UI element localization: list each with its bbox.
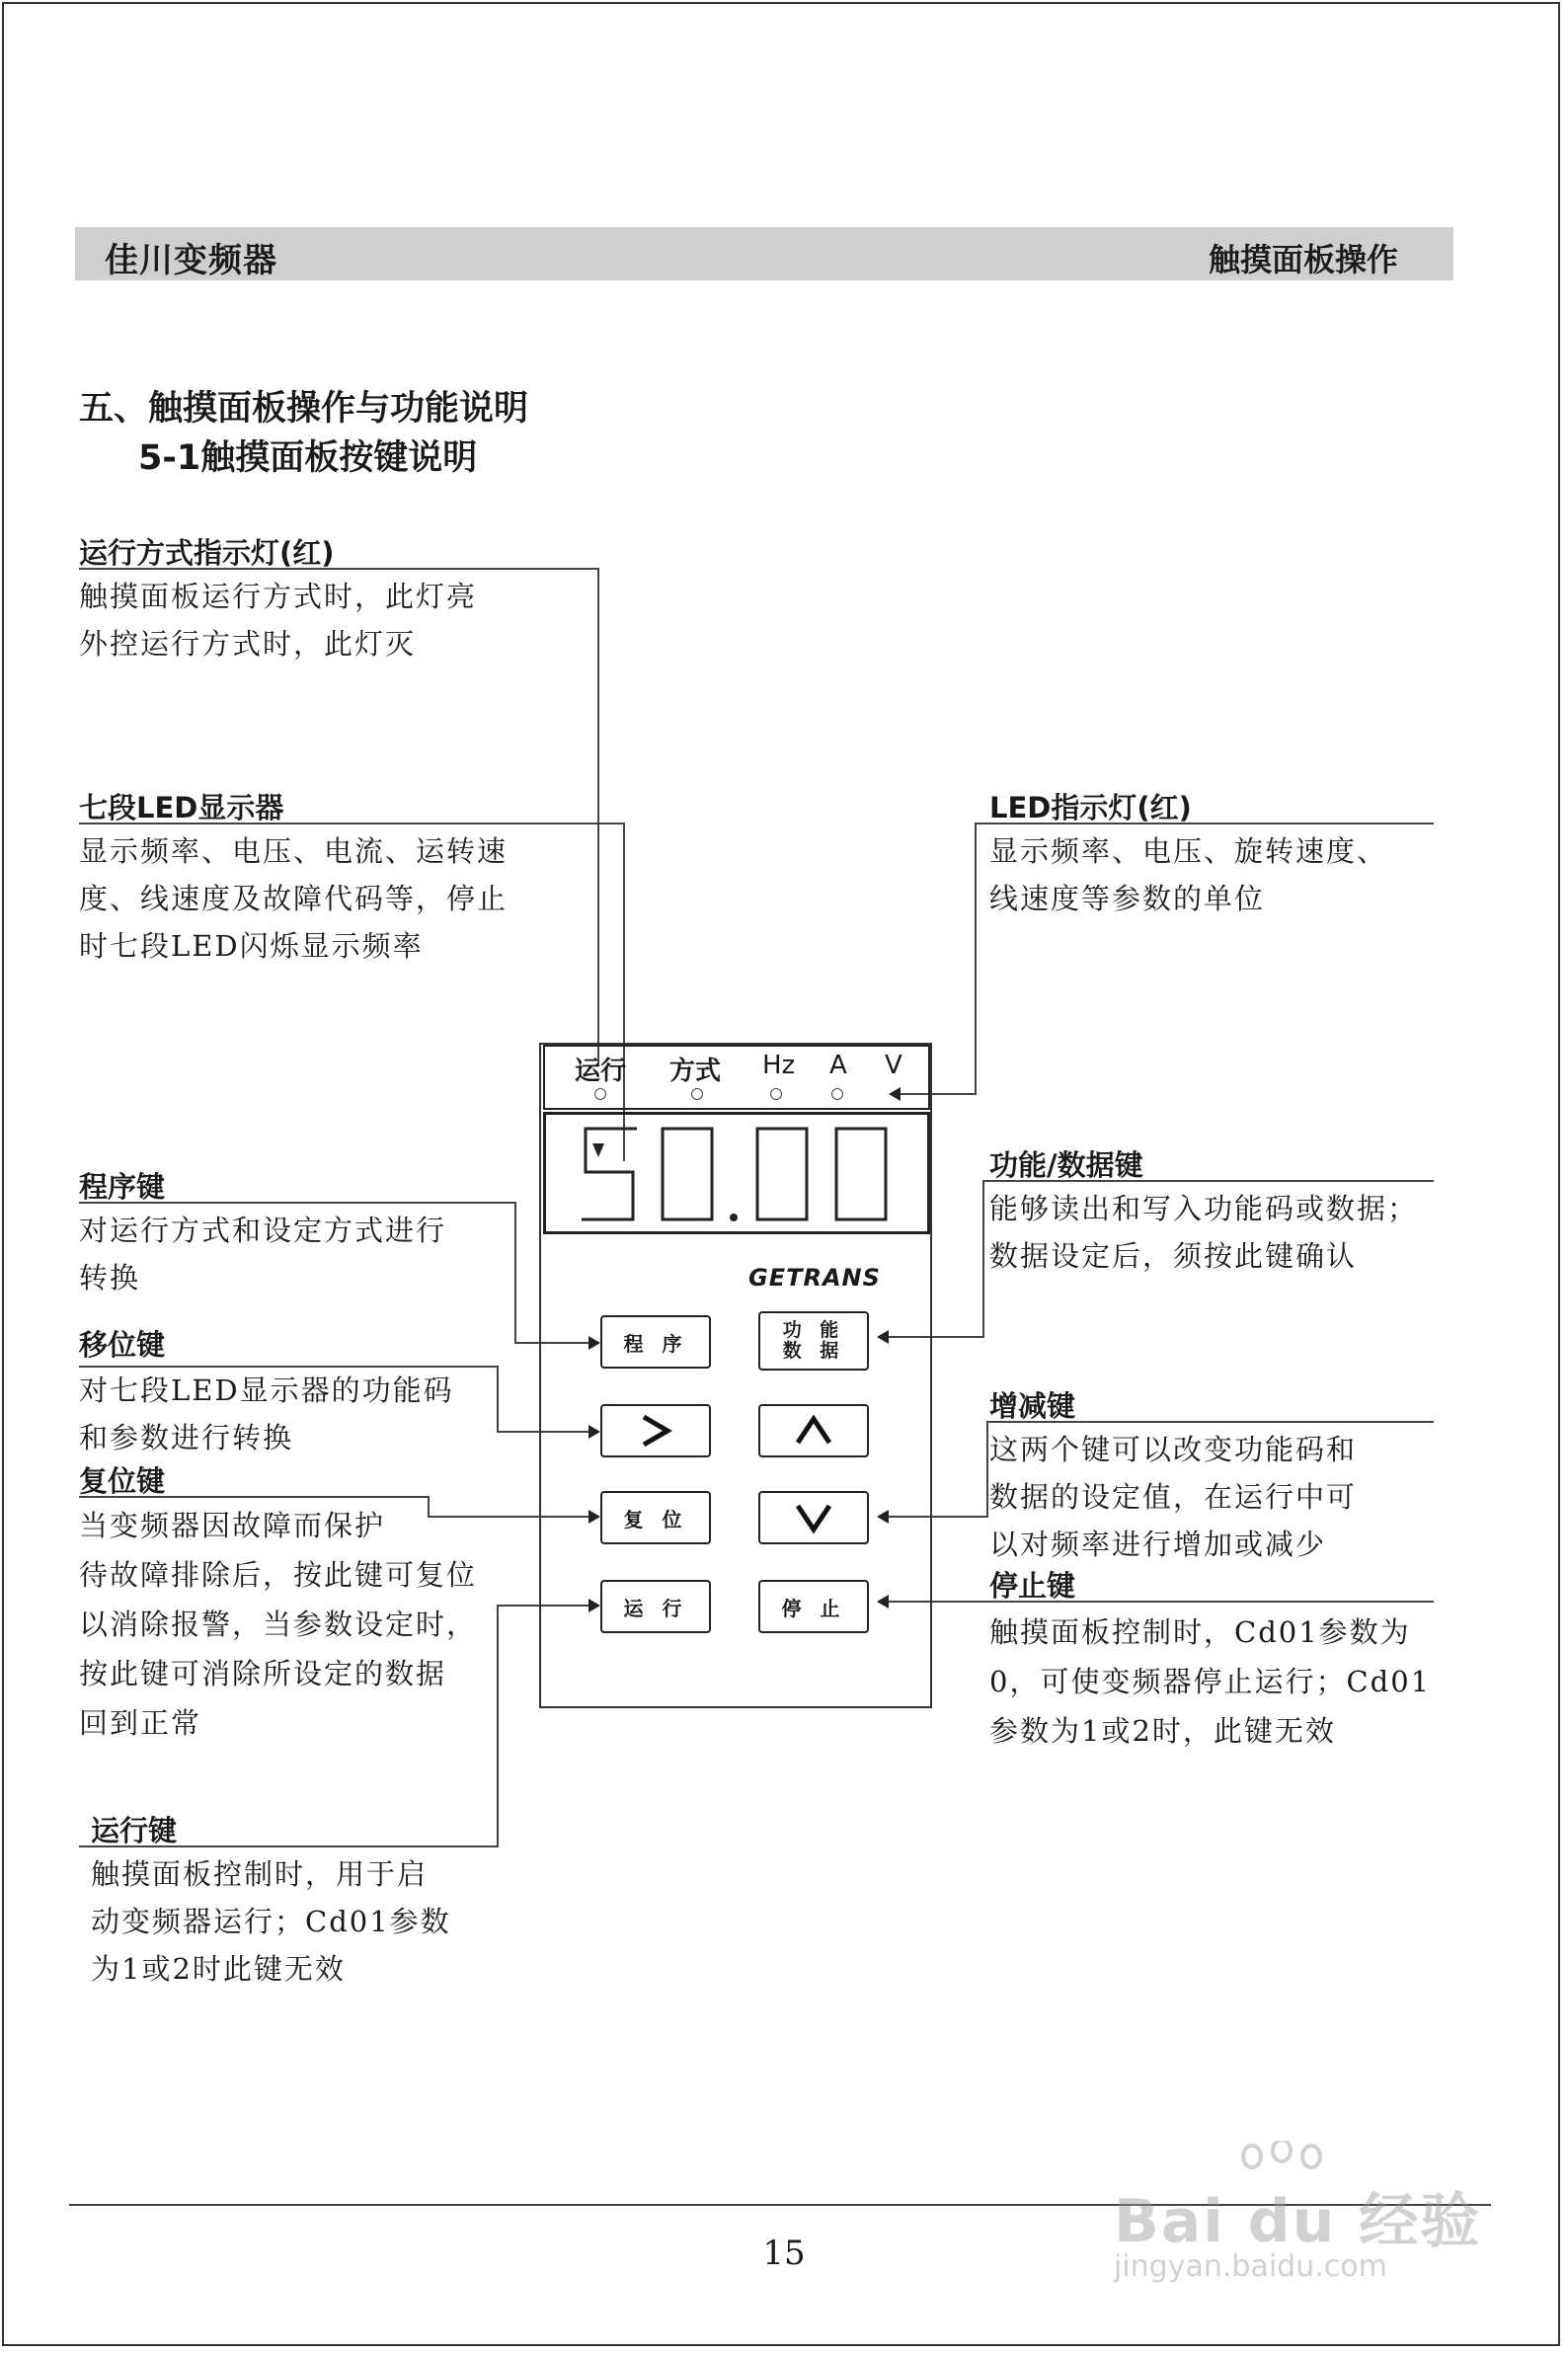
function-data-key-label: 功能/数据键 (989, 1148, 1143, 1182)
run-key-label: 运行键 (91, 1814, 178, 1847)
down-key[interactable] (758, 1491, 869, 1544)
indicator-light-hz (770, 1088, 782, 1100)
header-right-title: 触摸面板操作 (1208, 241, 1398, 278)
brand-logo: GETRANS (748, 1264, 881, 1292)
watermark-url: jingyan.baidu.com (1114, 2249, 1387, 2284)
run-mode-indicator-label: 运行方式指示灯(红) (79, 536, 335, 570)
run-key[interactable]: 运 行 (600, 1580, 711, 1633)
shift-key[interactable] (600, 1404, 711, 1457)
up-key[interactable] (758, 1404, 869, 1457)
run-key-desc: 触摸面板控制时，用于启 动变频器运行；Cd01参数 为1或2时此键无效 (91, 1857, 451, 1986)
stop-key-desc: 触摸面板控制时，Cd01参数为 0，可使变频器停止运行；Cd01 参数为1或2时，此键无效 (989, 1615, 1432, 1748)
watermark-brand: Bai du 经验 (1114, 2187, 1482, 2256)
shift-arrow-icon (636, 1413, 675, 1449)
up-arrow-icon (794, 1413, 833, 1449)
indicator-light-mode (691, 1088, 703, 1100)
run-mode-indicator-desc: 触摸面板运行方式时，此灯亮 外控运行方式时，此灯灭 (79, 580, 478, 661)
page-number: 15 (762, 2234, 806, 2273)
program-key-desc: 对运行方式和设定方式进行 转换 (79, 1214, 447, 1295)
seven-segment-desc: 显示频率、电压、电流、运转速 度、线速度及故障代码等，停止 时七段LED闪烁显示频率 (79, 834, 509, 963)
indicator-label-run: 运行 (575, 1057, 627, 1086)
header-left-title: 佳川变频器 (105, 241, 277, 280)
led-indicator-label: LED指示灯(红) (989, 791, 1192, 824)
program-key-label: 程序键 (79, 1170, 166, 1204)
function-data-key-desc: 能够读出和写入功能码或数据； 数据设定后，须按此键确认 (989, 1192, 1419, 1273)
shift-key-desc: 对七段LED显示器的功能码 和参数进行转换 (79, 1373, 454, 1454)
stop-key[interactable]: 停 止 (758, 1580, 869, 1633)
indicator-label-v: V (885, 1051, 902, 1080)
baidu-watermark (1114, 2141, 1489, 2289)
indicator-label-a: A (829, 1051, 847, 1080)
indicator-light-run (594, 1088, 606, 1100)
section-subtitle: 5-1触摸面板按键说明 (138, 438, 478, 478)
indicator-label-hz: Hz (762, 1051, 796, 1080)
reset-key-label: 复位键 (79, 1464, 166, 1498)
up-down-key-desc: 这两个键可以改变功能码和 数据的设定值，在运行中可 以对频率进行增加或减少 (989, 1433, 1358, 1561)
seven-segment-label: 七段LED显示器 (79, 791, 284, 824)
indicator-strip (543, 1045, 930, 1110)
seven-segment-digits (546, 1115, 927, 1231)
program-key[interactable]: 程 序 (600, 1315, 711, 1369)
indicator-light-a (831, 1088, 843, 1100)
section-title: 五、触摸面板操作与功能说明 (79, 389, 529, 429)
up-down-key-label: 增减键 (989, 1389, 1076, 1423)
shift-key-label: 移位键 (79, 1328, 166, 1362)
reset-key[interactable]: 复 位 (600, 1491, 711, 1544)
seven-segment-display (543, 1112, 930, 1234)
function-data-key[interactable]: 功 能 数 据 (758, 1311, 869, 1371)
indicator-label-mode: 方式 (669, 1057, 722, 1086)
led-indicator-desc: 显示频率、电压、旋转速度、 线速度等参数的单位 (989, 834, 1388, 915)
stop-key-label: 停止键 (989, 1569, 1076, 1603)
reset-key-desc: 当变频器因故障而保护 待故障排除后，按此键可复位 以消除报警，当参数设定时， 按此键可消除所设定的数据 回到正常 (79, 1509, 478, 1740)
down-arrow-icon (794, 1500, 833, 1535)
